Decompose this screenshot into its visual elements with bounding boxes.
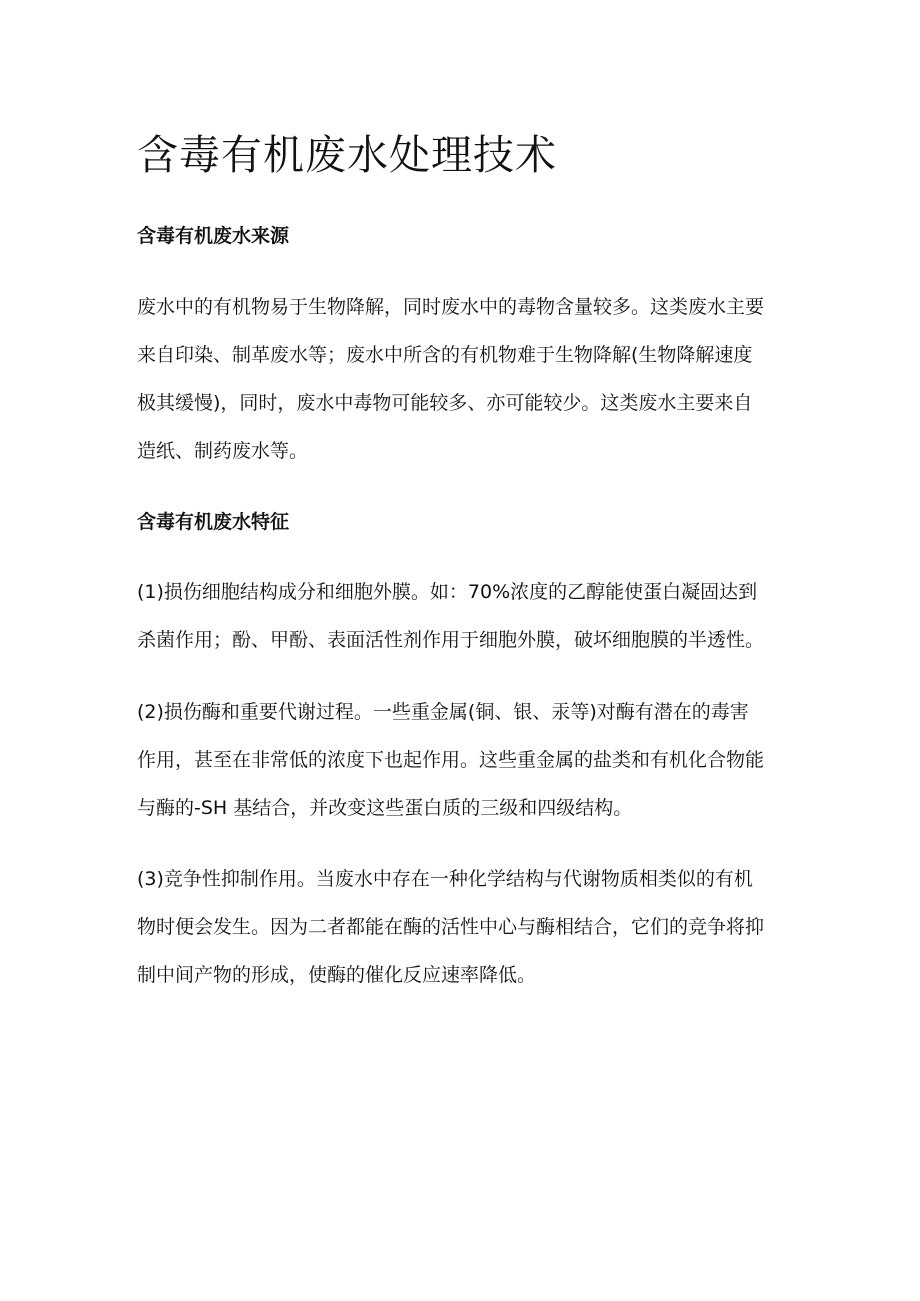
paragraph-line: 物时便会发生。因为二者都能在酶的活性中心与酶相结合，它们的竞争将抑 (137, 916, 765, 938)
paragraph-line: 废水中的有机物易于生物降解，同时废水中的毒物含量较多。这类废水主要 (137, 296, 765, 318)
paragraph-line: 制中间产物的形成，使酶的催化反应速率降低。 (137, 964, 537, 986)
paragraph-line: (1)损伤细胞结构成分和细胞外膜。如：70%浓度的乙醇能使蛋白凝固达到 (137, 581, 758, 603)
paragraph-source (137, 283, 764, 475)
paragraph-feature-3 (137, 855, 764, 999)
paragraph-line: 杀菌作用；酚、甲酚、表面活性剂作用于细胞外膜，破坏细胞膜的半透性。 (137, 629, 765, 651)
paragraph-line: 造纸、制药废水等。 (137, 440, 309, 462)
paragraph-line: (2)损伤酶和重要代谢过程。一些重金属(铜、银、汞等)对酶有潜在的毒害 (137, 701, 749, 723)
paragraph-line: 与酶的-SH 基结合，并改变这些蛋白质的三级和四级结构。 (137, 797, 633, 819)
section-heading-features: 含毒有机废水特征 (137, 511, 290, 533)
paragraph-feature-2 (137, 688, 764, 832)
paragraph-feature-1 (137, 568, 764, 664)
section-heading-source: 含毒有机废水来源 (137, 225, 290, 247)
page-title: 含毒有机废水处理技术 (137, 131, 557, 179)
paragraph-line: 来自印染、制革废水等；废水中所含的有机物难于生物降解(生物降解速度 (137, 344, 753, 366)
paragraph-line: (3)竞争性抑制作用。当废水中存在一种化学结构与代谢物质相类似的有机 (137, 868, 753, 890)
paragraph-line: 作用，甚至在非常低的浓度下也起作用。这些重金属的盐类和有机化合物能 (137, 749, 765, 771)
paragraph-line: 极其缓慢)，同时，废水中毒物可能较多、亦可能较少。这类废水主要来自 (137, 392, 753, 414)
